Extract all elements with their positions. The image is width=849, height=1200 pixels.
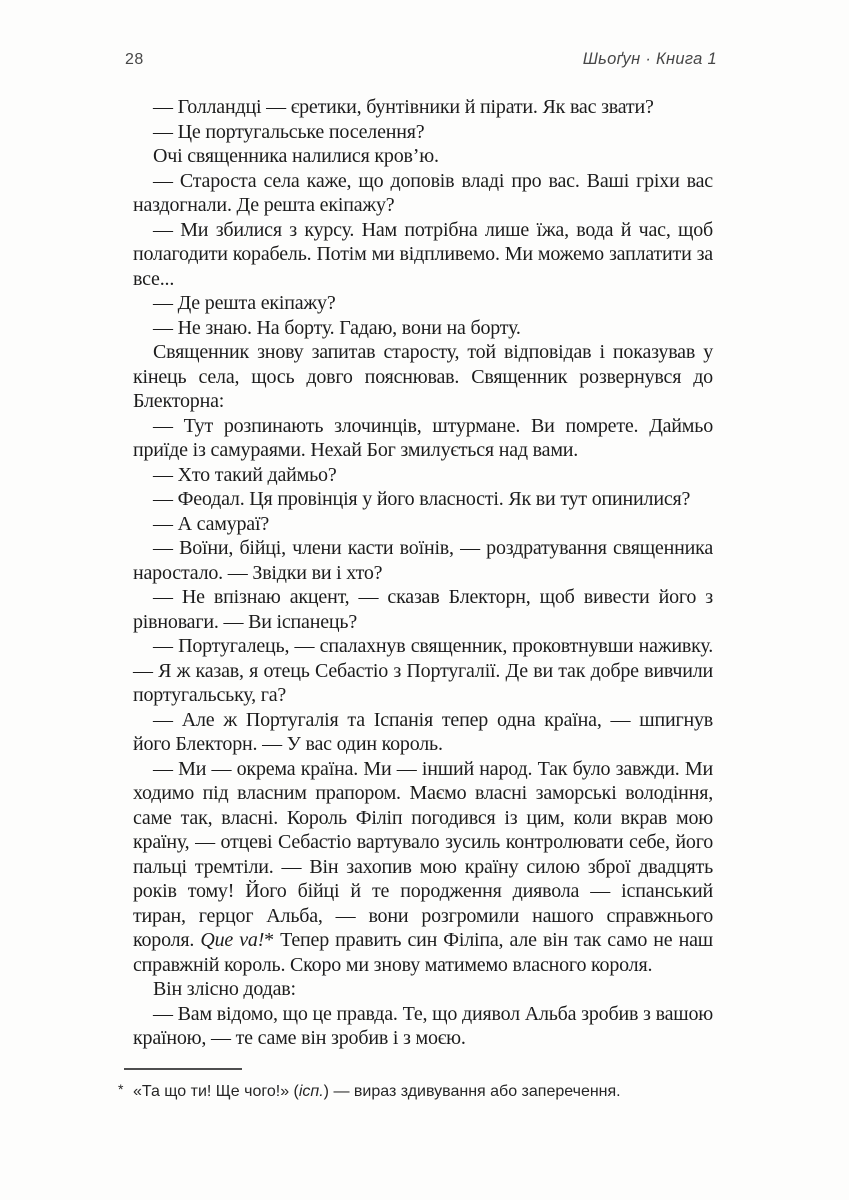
text-run: — Не знаю. На борту. Гадаю, вони на борту. — [153, 316, 521, 339]
paragraph — [133, 977, 713, 1002]
paragraph — [133, 218, 713, 292]
paragraph — [133, 463, 713, 488]
text-run: — Не впізнаю акцент, — сказав Блекторн, щоб вивести його з рівноваги. — Ви іспанець? — [133, 586, 713, 633]
footnote-text — [133, 1083, 621, 1100]
paragraph — [133, 291, 713, 316]
paragraph — [133, 340, 713, 414]
text-run: — Староста села каже, що доповів владі про вас. Ваші гріхи вас наздогнали. Де решта екіпажу? — [133, 169, 713, 216]
text-run: * Тепер править син Філіпа, але він так само не наш справжній король. Скоро ми знову матимемо власного короля. — [133, 929, 713, 976]
page-header — [125, 50, 717, 69]
text-run: Священник знову запитав старосту, той відповідав і показував у кінець села, щось довго пояснював. Священник розвернувся до Блекторна: — [133, 341, 713, 412]
paragraph — [133, 1002, 713, 1051]
text-run: — А самураї? — [153, 512, 270, 535]
paragraph — [133, 120, 713, 145]
paragraph — [133, 169, 713, 218]
text-run: Очі священника налилися кров’ю. — [153, 145, 439, 167]
italic-text: Que va! — [200, 929, 265, 951]
paragraph — [133, 536, 713, 585]
text-run: — Де решта екіпажу? — [153, 292, 336, 314]
text-run: ) — вираз здивування або заперечення. — [323, 1083, 621, 1100]
paragraph — [133, 634, 713, 708]
paragraph — [133, 512, 713, 537]
text-run: — Тут розпинають злочинців, штурмане. Ви помрете. Даймьо приїде із самураями. Нехай Бог змилується над вами. — [133, 414, 713, 461]
text-run: — Португалець, — спалахнув священник, проковтнувши наживку. — Я ж казав, я отець Себастіо з Португалії. Де ви так добре вивчили португальську, га? — [133, 635, 713, 706]
footnote — [118, 1081, 713, 1102]
text-run: — Ми — окрема країна. Ми — інший народ. Так було завжди. Ми ходимо під власним прапором. Маємо власні заморські володіння, саме так, власні. Король Філіп погодився із цим, коли вкрав мою країну, — отцеві Себастіо вартувало зусиль контролювати себе, його пальці тремтіли. — Він захопив мою країну силою зброї двадцять років тому! Його бійці й те породження диявола — іспанський тиран, герцог Альба, — вони розгромили нашого справжнього короля. — [133, 757, 713, 951]
paragraph — [133, 144, 713, 169]
paragraph — [133, 95, 713, 120]
text-run: — Це португальське поселення? — [153, 120, 425, 143]
text-run: Він злісно додав: — [153, 978, 296, 1000]
text-run: — Хто такий даймьо? — [153, 463, 337, 486]
paragraph — [133, 708, 713, 757]
paragraph — [133, 585, 713, 634]
text-run: — Вам відомо, що це правда. Те, що диявол Альба зробив з вашою країною, — те саме він зробив і з моєю. — [133, 1002, 713, 1049]
footnote-marker: * — [118, 1081, 124, 1097]
text-run: — Ми збилися з курсу. Нам потрібна лише їжа, вода й час, щоб полагодити корабель. Потім ми відпливемо. Ми можемо заплатити за все... — [133, 218, 713, 290]
text-run: — Феодал. Ця провінція у його власності. Як ви тут опинилися? — [153, 488, 691, 510]
paragraph — [133, 316, 713, 341]
text-run: «Та що ти! Ще чого!» ( — [133, 1083, 299, 1100]
italic-text: ісп. — [298, 1083, 324, 1100]
text-run: — Але ж Португалія та Іспанія тепер одна країна, — шпигнув його Блекторн. — У вас один король. — [133, 708, 713, 755]
page-text — [133, 95, 713, 1051]
paragraph — [133, 414, 713, 463]
text-run: — Голландці — єретики, бунтівники й пірати. Як вас звати? — [153, 96, 654, 118]
text-run: — Воїни, бійці, члени касти воїнів, — роздратування священника наростало. — Звідки ви і хто? — [133, 537, 713, 584]
footnote-separator — [124, 1068, 242, 1070]
paragraph — [133, 757, 713, 978]
page-number: 28 — [125, 51, 144, 68]
running-title: Шьоґун · Книга 1 — [582, 50, 717, 68]
paragraph — [133, 487, 713, 512]
